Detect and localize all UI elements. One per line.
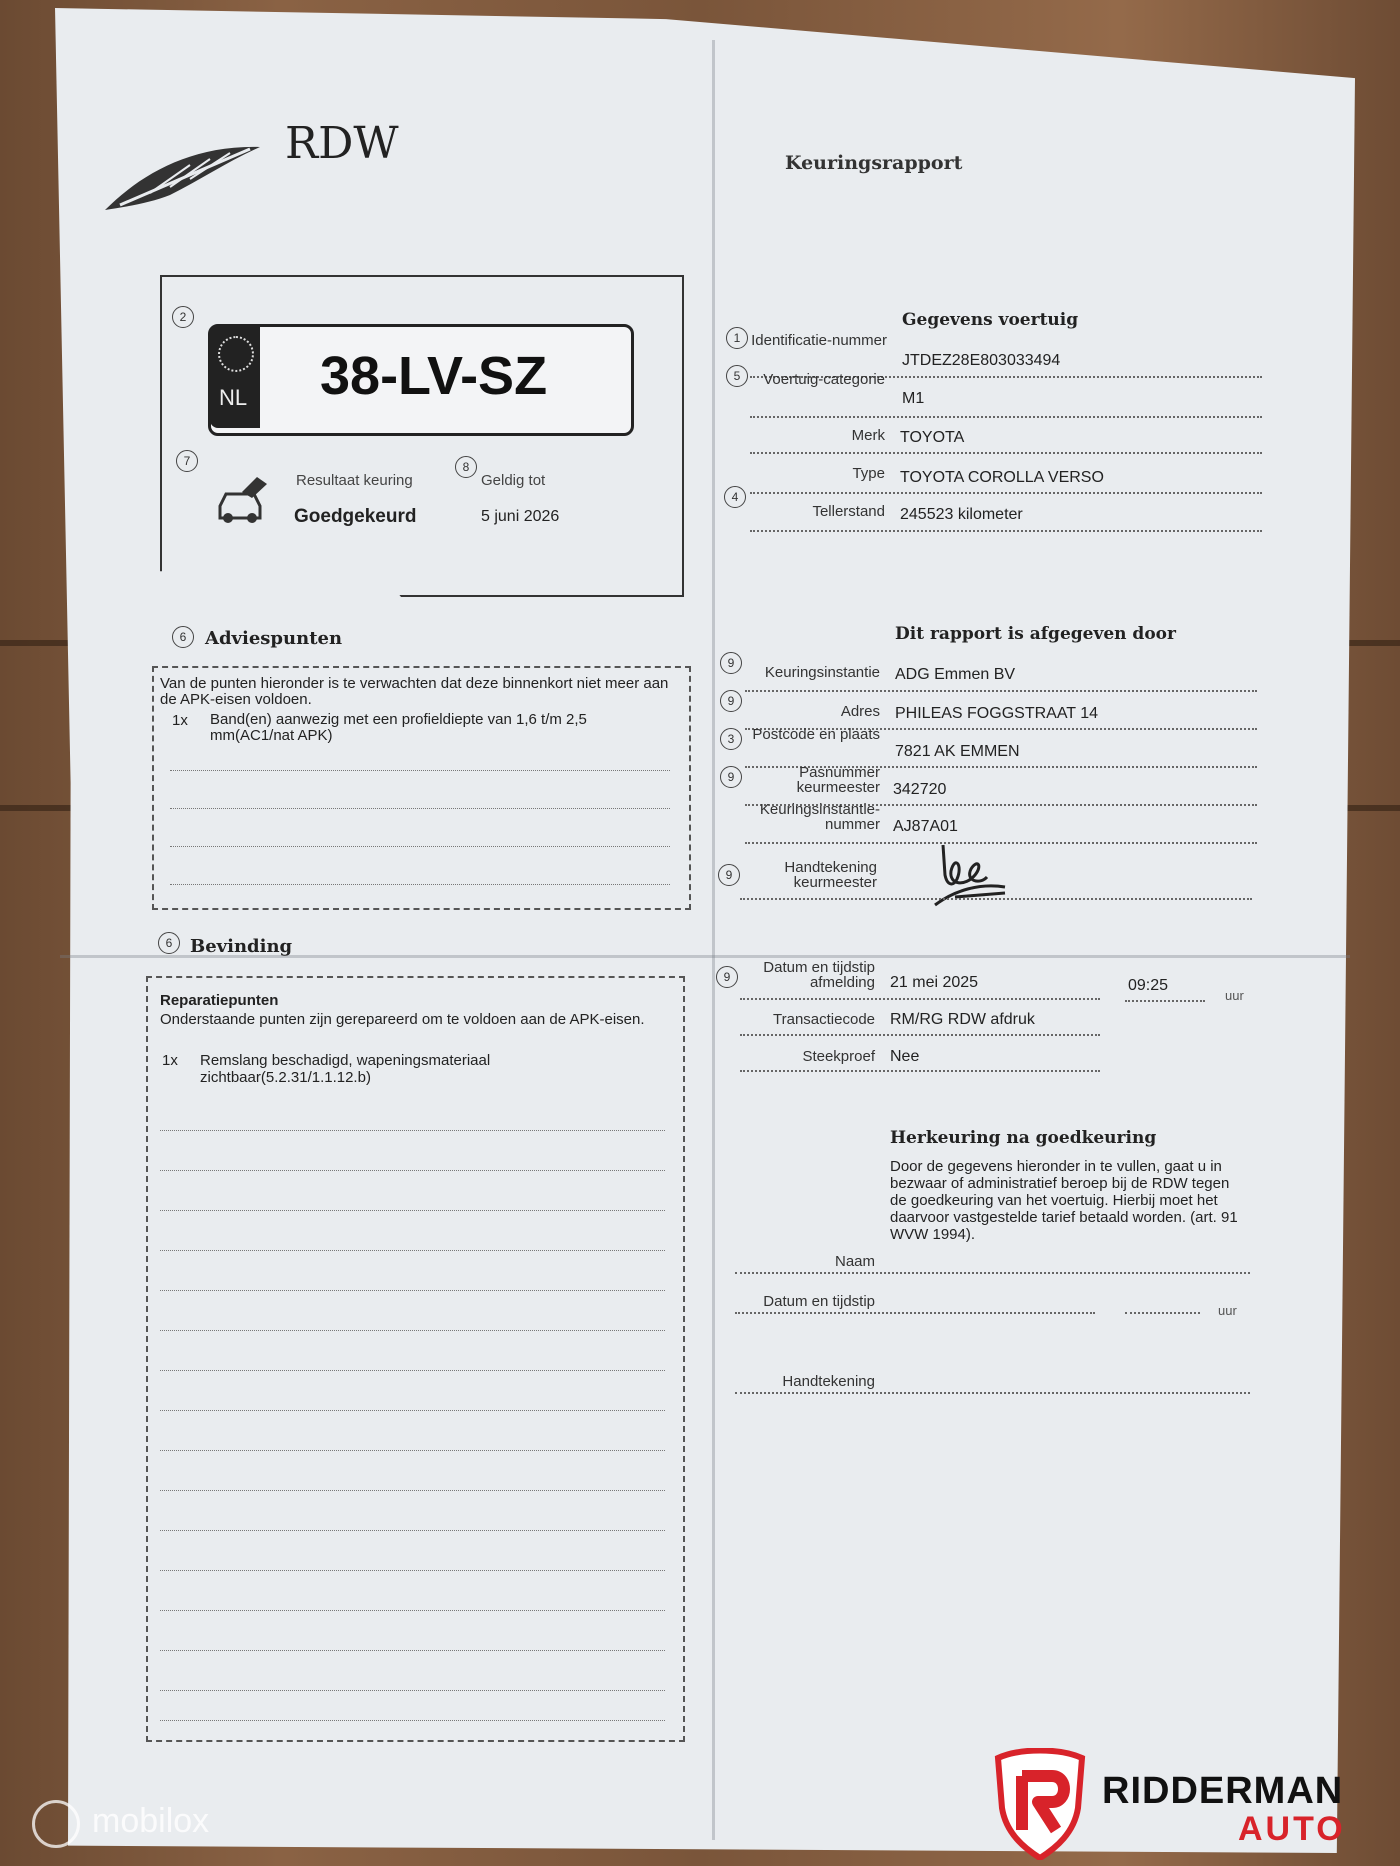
completion-date-value: 21 mei 2025 [890,974,979,991]
valid-until-label: Geldig tot [481,472,546,489]
field-underline [740,998,1100,1000]
sample-check-label: Steekproef [802,1048,875,1065]
blank-line [160,1690,665,1691]
rdw-logo-icon [100,135,265,215]
field-underline [750,416,1262,418]
type-value: TOYOTA COROLLA VERSO [900,469,1104,486]
time-field-line[interactable] [1125,1312,1200,1314]
signature-label: Handtekening [782,1373,875,1390]
make-value: TOYOTA [900,429,965,446]
completion-date-label: Datum en tijdstip afmelding [763,959,875,991]
completion-time-unit: uur [1225,988,1244,1003]
findings-item-text: Remslang beschadigd, wapeningsmateriaal zichtbaar(5.2.31/1.1.12.b) [200,1052,491,1086]
inspector-id-label: Pasnummer keurmeester [796,764,880,796]
field-underline [750,452,1262,454]
blank-line [160,1370,665,1371]
mobilox-logo-icon [32,1800,80,1848]
issuer-field-number: 3 [720,728,742,750]
reinspection-heading: Herkeuring na goedkeuring [890,1128,1157,1148]
issuer-field-number: 9 [720,766,742,788]
car-inspection-icon [212,472,272,528]
address-label: Adres [840,703,880,720]
paper-fold-vertical [712,40,715,1840]
transaction-code-value: RM/RG RDW afdruk [890,1011,1035,1028]
odometer-label: Tellerstand [812,503,885,520]
inspector-id-value: 342720 [893,781,947,798]
ridderman-shield-icon [990,1748,1090,1860]
rdw-logo-text: RDW [285,118,399,169]
findings-field-number: 6 [158,932,180,954]
report-title: Keuringsrapport [785,152,963,174]
mobilox-watermark: mobilox [92,1802,210,1840]
blank-line [160,1490,665,1491]
findings-item-qty: 1x [162,1052,178,1069]
reinspection-text: Door de gegevens hieronder in te vullen, gaat u in bezwaar of administratief beroep bij de RDW tegen de goedkeuring van het voertuig. Hierbij moet het daarvoor vastgestelde tarief betaald worden. (art. 91 WVW 1994). [890,1158,1238,1243]
blank-line [160,1610,665,1611]
blank-line [170,846,670,847]
advice-field-number: 6 [172,626,194,648]
postcode-value: 7821 AK EMMEN [895,743,1020,760]
blank-line [160,1130,665,1131]
advice-intro: Van de punten hieronder is te verwachten dat deze binnenkort niet meer aan de APK-eisen voldoen. [160,675,669,708]
vehicle-field-number: 5 [726,365,748,387]
advice-item-qty: 1x [172,712,188,729]
result-field-number: 7 [176,450,198,472]
valid-field-number: 8 [455,456,477,478]
sample-check-value: Nee [890,1048,920,1065]
blank-line [160,1450,665,1451]
advice-item-text: Band(en) aanwezig met een profieldiepte van 1,6 t/m 2,5 mm(AC1/nat APK) [210,711,587,744]
field-underline [740,1070,1100,1072]
station-number-label: Keuringsinstantie-nummer [759,801,880,833]
result-value: Goedgekeurd [294,506,417,527]
address-value: PHILEAS FOGGSTRAAT 14 [895,705,1099,722]
blank-line [170,808,670,809]
odometer-value: 245523 kilometer [900,506,1023,523]
field-underline [740,898,1252,900]
type-label: Type [852,465,885,482]
vehicle-field-number: 4 [724,486,746,508]
blank-line [170,770,670,771]
valid-until-value: 5 juni 2026 [481,508,560,525]
advice-heading: Adviespunten [205,628,343,649]
name-label: Naam [834,1253,875,1270]
inspector-signature [925,835,1015,915]
field-underline [740,1034,1100,1036]
blank-line [160,1210,665,1211]
blank-line [170,884,670,885]
field-underline [750,492,1262,494]
date-time-label: Datum en tijdstip [763,1293,875,1310]
plate-field-number: 2 [172,306,194,328]
blank-line [160,1410,665,1411]
plate-country: NL [219,385,248,410]
vin-label: Identificatie-nummer [751,332,887,349]
vehicle-heading: Gegevens voertuig [902,310,1079,330]
field-underline [750,530,1262,532]
blank-line [160,1330,665,1331]
result-label: Resultaat keuring [296,472,413,489]
inspection-station-value: ADG Emmen BV [895,666,1016,683]
station-number-value: AJ87A01 [893,818,958,835]
findings-intro: Onderstaande punten zijn gerepareerd om te voldoen aan de APK-eisen. [160,1011,645,1028]
blank-line [160,1290,665,1291]
issuer-field-number: 9 [718,864,740,886]
blank-line [160,1570,665,1571]
findings-subheading: Reparatiepunten [160,992,279,1009]
field-underline [745,690,1257,692]
blank-line [160,1170,665,1171]
vehicle-field-number: 1 [726,327,748,349]
date-field-line[interactable] [735,1312,1095,1314]
issuer-field-number: 9 [720,652,742,674]
make-label: Merk [851,427,885,444]
issuer-field-number: 9 [720,690,742,712]
inspection-station-label: Keuringsinstantie [764,664,880,681]
postcode-label: Postcode en plaats [752,726,880,743]
ridderman-brand-name: RIDDERMAN [1102,1770,1344,1812]
blank-line [160,1720,665,1721]
blank-line [160,1530,665,1531]
plate-registration: 38-LV-SZ [320,346,548,406]
signature-field-line[interactable] [735,1392,1250,1394]
transaction-code-label: Transactiecode [773,1011,875,1028]
blank-line [160,1650,665,1651]
field-underline [1125,1000,1205,1002]
blank-line [160,1250,665,1251]
findings-box [146,976,685,1742]
ridderman-brand-sub: AUTO [1238,1810,1346,1848]
date-time-unit: uur [1218,1303,1237,1318]
issuer-heading: Dit rapport is afgegeven door [895,624,1176,644]
findings-heading: Bevinding [190,936,293,957]
completion-time-value: 09:25 [1128,977,1169,994]
category-value: M1 [902,390,925,407]
completion-field-number: 9 [716,966,738,988]
category-label: Voertuig-categorie [763,371,885,388]
inspector-signature-label: Handtekening keurmeester [784,859,877,891]
eu-stars-icon [218,336,254,372]
name-field-line[interactable] [735,1272,1250,1274]
vin-value: JTDEZ28E803033494 [902,352,1061,369]
